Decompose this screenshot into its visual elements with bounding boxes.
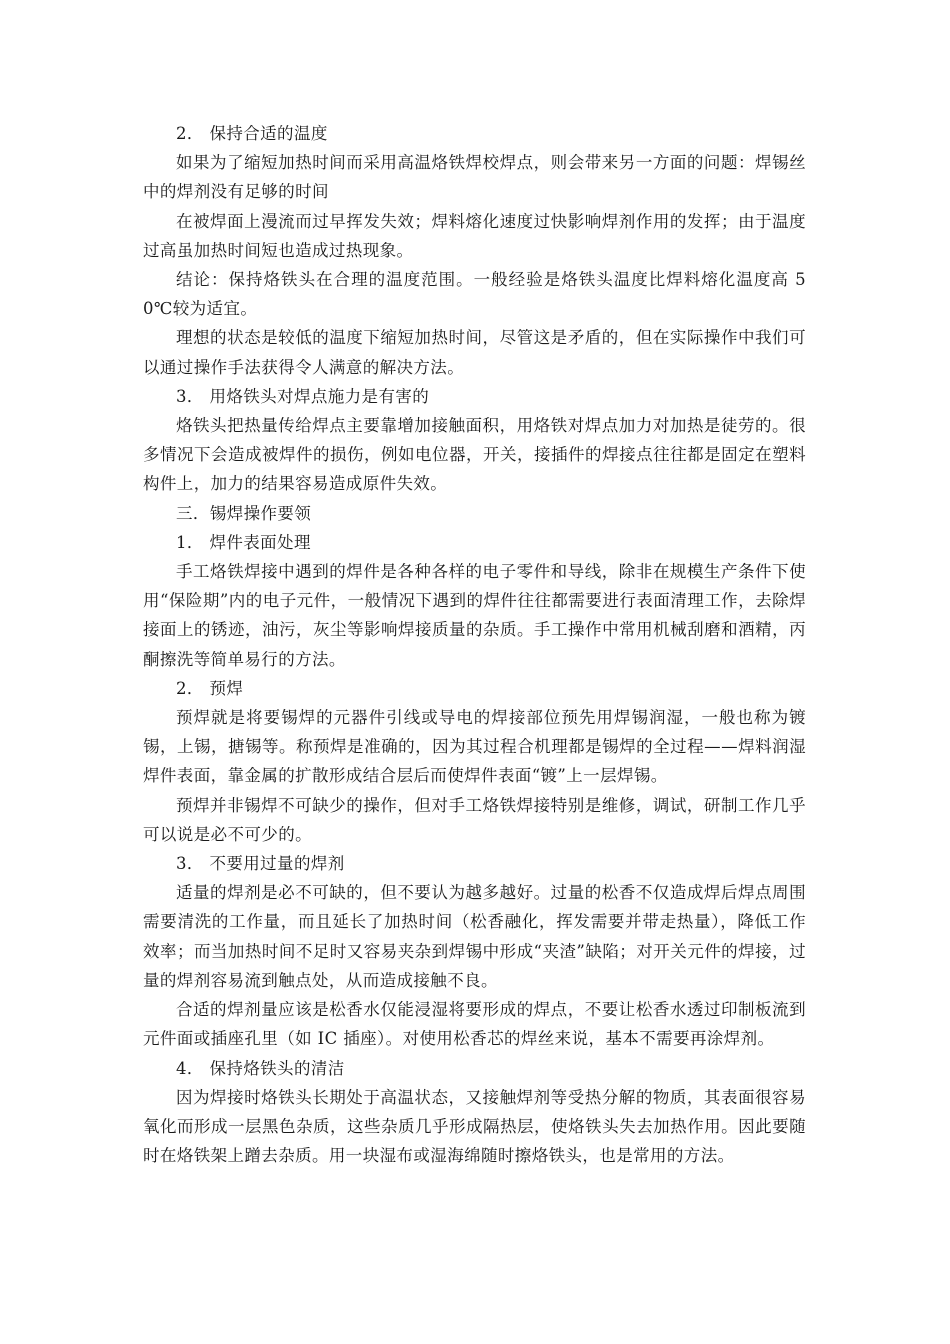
paragraph: 手工烙铁焊接中遇到的焊件是各种各样的电子零件和导线，除非在规模生产条件下使用“保险期”内的电子元件，一般情况下遇到的焊件往往都需要进行表面清理工作，去除焊接面上的锈迹，油污，灰尘等影响焊接质量的杂质。手工操作中常用机械刮磨和酒精，丙酮擦洗等简单易行的方法。 bbox=[143, 562, 806, 669]
paragraph: 因为焊接时烙铁头长期处于高温状态，又接触焊剂等受热分解的物质，其表面很容易氧化而形成一层黑色杂质，这些杂质几乎形成隔热层，使烙铁头失去加热作用。因此要随时在烙铁架上蹭去杂质。用一块湿布或湿海绵随时擦烙铁头，也是常用的方法。 bbox=[143, 1087, 806, 1166]
paragraph: 如果为了缩短加热时间而采用高温烙铁焊校焊点，则会带来另一方面的问题：焊锡丝中的焊剂没有足够的时间 bbox=[143, 153, 806, 202]
paragraph: 预焊就是将要锡焊的元器件引线或导电的焊接部位预先用焊锡润湿，一般也称为镀锡，上锡，搪锡等。称预焊是准确的，因为其过程合机理都是锡焊的全过程——焊料润湿焊件表面，靠金属的扩散形成结合层后而使焊件表面“镀”上一层焊锡。 bbox=[143, 708, 806, 786]
section-heading-force: 3． 用烙铁头对焊点施力是有害的 bbox=[176, 386, 430, 406]
paragraph: 理想的状态是较低的温度下缩短加热时间，尽管这是矛盾的，但在实际操作中我们可以通过操作手法获得令人满意的解决方法。 bbox=[143, 328, 806, 377]
paragraph: 合适的焊剂量应该是松香水仅能浸湿将要形成的焊点，不要让松香水透过印制板流到元件面或插座孔里（如 IC 插座）。对使用松香芯的焊丝来说，基本不需要再涂焊剂。 bbox=[143, 1000, 806, 1049]
paragraph: 结论：保持烙铁头在合理的温度范围。一般经验是烙铁头温度比焊料熔化温度高 50℃较为适宜。 bbox=[143, 270, 806, 319]
document-body bbox=[143, 119, 806, 1170]
paragraph: 在被焊面上漫流而过早挥发失效；焊料熔化速度过快影响焊剂作用的发挥；由于温度过高虽加热时间短也造成过热现象。 bbox=[143, 211, 806, 260]
chapter-heading-operation: 三．锡焊操作要领 bbox=[176, 503, 312, 523]
paragraph: 烙铁头把热量传给焊点主要靠增加接触面积，用烙铁对焊点加力对加热是徒劳的。很多情况下会造成被焊件的损伤，例如电位器，开关，接插件的焊接点往往都是固定在塑料构件上，加力的结果容易造成原件失效。 bbox=[143, 416, 806, 494]
section-heading-flux: 3． 不要用过量的焊剂 bbox=[176, 854, 345, 874]
section-heading-temperature: 2． 保持合适的温度 bbox=[176, 124, 328, 143]
paragraph: 预焊并非锡焊不可缺少的操作，但对手工烙铁焊接特别是维修，调试，研制工作几乎可以说是必不可少的。 bbox=[143, 795, 806, 844]
section-heading-surface: 1． 焊件表面处理 bbox=[176, 532, 311, 552]
paragraph: 适量的焊剂是必不可缺的，但不要认为越多越好。过量的松香不仅造成焊后焊点周围需要清洗的工作量，而且延长了加热时间（松香融化，挥发需要并带走热量），降低工作效率；而当加热时间不足时又容易夹杂到焊锡中形成“夹渣”缺陷；对开关元件的焊接，过量的焊剂容易流到触点处，从而造成接触不良。 bbox=[143, 883, 806, 990]
section-heading-pretinning: 2． 预焊 bbox=[176, 678, 244, 698]
section-heading-clean-tip: 4． 保持烙铁头的清洁 bbox=[176, 1058, 345, 1078]
